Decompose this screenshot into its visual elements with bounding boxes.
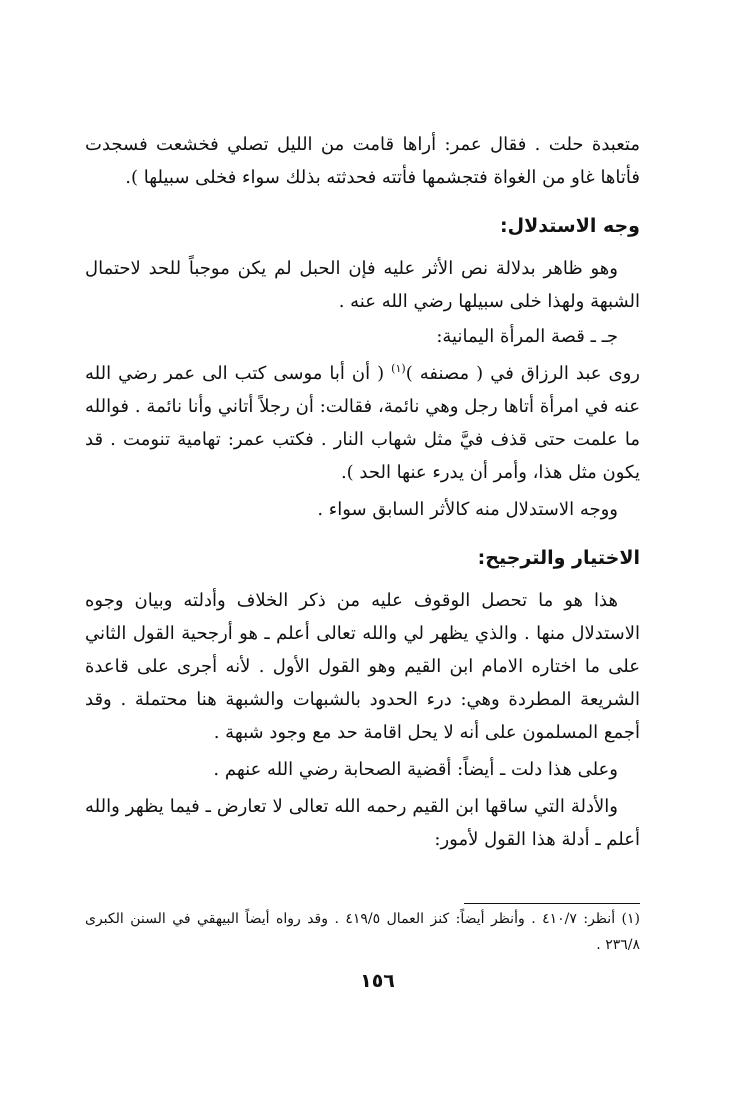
story-text-start: روى عبد الرزاق في ( مصنفه ) <box>405 363 641 384</box>
inference-paragraph: وهو ظاهر بدلالة نص الأثر عليه فإن الحبل لم يكن موجباً للحد لاحتمال الشبهة ولهذا خلى سبيلها رضي الله عنه . <box>85 258 640 312</box>
page-number: ١٥٦ <box>360 970 395 992</box>
story-conclusion: ووجه الاستدلال منه كالأثر السابق سواء . <box>317 499 618 520</box>
preference-paragraph-1: هذا هو ما تحصل الوقوف عليه من ذكر الخلاف وأدلته وبيان وجوه الاستدلال منها . والذي يظهر لي والله تعالى أعلم ـ هو أرجحية القول الثاني على ما اختاره الامام ابن القيم وهو القول الأول . لأنه أجرى على قاعدة الشريعة المطردة وهي: درء الحدود بالشبهات والشبهة هنا محتملة . وقد أجمع المسلمون على أنه لا يحل اقامة حد مع وجود شبهة . <box>85 590 640 743</box>
subheading-yemeni-woman: جـ ـ قصة المرأة اليمانية: <box>436 326 618 347</box>
page-body <box>85 128 640 856</box>
story-paragraph <box>85 357 640 489</box>
story-text-rest: ( أن أبا موسى كتب الى عمر رضي الله عنه في امرأة أتاها رجل وهي نائمة، فقالت: أن رجلاً أتاني وأنا نائمة . فوالله ما علمت حتى قذف فيَّ مثل شهاب النار . فكتب عمر: تهامية تنومت . قد يكون مثل هذا، وأمر أن يدرء عنها الحد ). <box>85 363 640 483</box>
footnote: (١) أنظر: ٤١٠/٧ . وأنظر أيضاً: كنز العمال ٤١٩/٥ . وقد رواه أيضاً البيهقي في السنن الكبرى ٢٣٦/٨ . <box>85 911 640 953</box>
section-heading-inference: وجه الاستدلال: <box>500 215 640 237</box>
preference-paragraph-2: وعلى هذا دلت ـ أيضاً: أقضية الصحابة رضي الله عنهم . <box>213 759 618 780</box>
intro-paragraph: متعبدة حلت . فقال عمر: أراها قامت من الليل تصلي فخشعت فسجدت فأتاها غاو من الغواة فتجشمها فأتته فحدثته بذلك سواء فخلى سبيلها ). <box>85 134 640 188</box>
section-heading-preference: الاختيار والترجيح: <box>477 547 640 569</box>
preference-paragraph-3: والأدلة التي ساقها ابن القيم رحمه الله تعالى لا تعارض ـ فيما يظهر والله أعلم ـ أدلة هذا القول لأمور: <box>85 796 640 850</box>
footnote-divider <box>464 903 640 904</box>
footnote-reference: (١) <box>391 362 406 375</box>
